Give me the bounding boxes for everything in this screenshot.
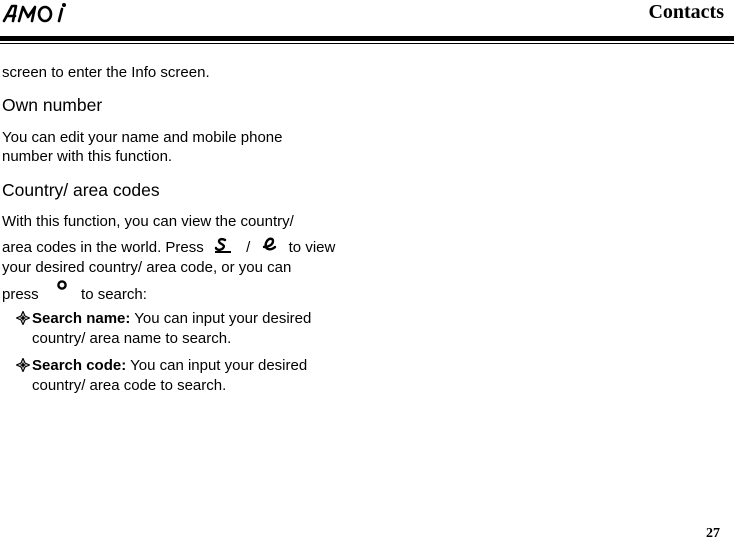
diamond-bullet-icon [16, 358, 30, 372]
own-number-text-1: You can edit your name and mobile phone [2, 129, 283, 146]
country-codes-text-3: your desired country/ area code, or you can [2, 259, 292, 276]
bullet-search-code [16, 355, 307, 376]
country-codes-text-2a: area codes in the world. Press [2, 239, 204, 256]
country-codes-text-4a: press [2, 286, 39, 303]
country-codes-text-2b: to view [288, 239, 336, 256]
bullet-text-search-code: You can input your desired [126, 357, 308, 374]
amoi-logo [1, 2, 71, 24]
country-codes-text-2 [2, 236, 335, 258]
bullet-text-search-name: You can input your desired [130, 310, 312, 327]
heading-own-number: Own number [2, 95, 103, 115]
country-codes-text-1: With this function, you can view the country/ [2, 213, 294, 230]
intro-text: screen to enter the Info screen. [2, 64, 210, 81]
e-key-icon [260, 236, 280, 254]
bullet-label-search-name: Search name: [32, 310, 131, 327]
header-rule-thin [0, 43, 734, 44]
page-number: 27 [706, 526, 720, 541]
bullet-text-search-code-2: country/ area code to search. [32, 377, 227, 394]
bullet-text-search-name-2: country/ area name to search. [32, 330, 232, 347]
bullet-label-search-code: Search code: [32, 357, 127, 374]
o-key-icon [51, 279, 73, 297]
bullet-search-name [16, 308, 311, 329]
own-number-text-2: number with this function. [2, 148, 173, 165]
country-codes-text-4b: to search: [81, 286, 147, 303]
diamond-bullet-icon [16, 311, 30, 325]
heading-country-codes: Country/ area codes [2, 180, 160, 200]
country-codes-text-4 [2, 279, 147, 305]
s-key-icon [212, 236, 236, 254]
key-separator: / [246, 239, 251, 256]
page-header-title: Contacts [648, 1, 724, 23]
header-rule-thick [0, 36, 734, 41]
